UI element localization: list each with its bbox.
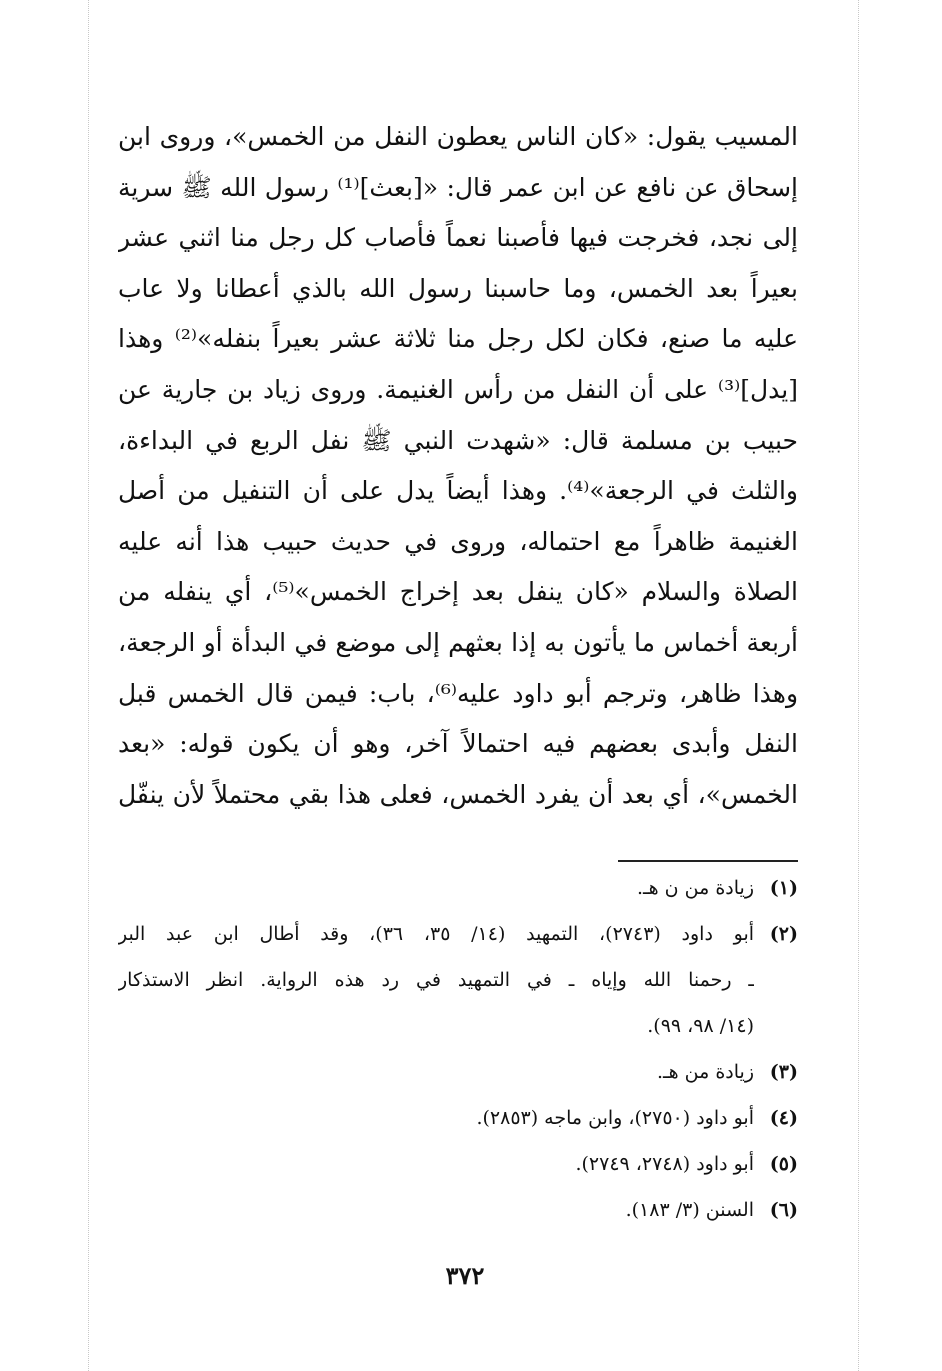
text-line: إسحاق عن نافع عن ابن عمر قال: «[بعث]⁽¹⁾ رسول الله ﷺ سرية	[118, 172, 798, 202]
scan-margin-line-left	[88, 0, 89, 1371]
footnote-separator-rule	[618, 860, 798, 862]
scan-margin-line-right	[858, 0, 859, 1371]
footnote-number: (٤)	[769, 1107, 798, 1129]
footnote-text	[118, 1144, 754, 1190]
footnote-line: أبو داود (٢٧٤٣)، التمهيد (١٤/ ٣٥، ٣٦)، وقد أطال ابن عبد البر	[118, 923, 754, 945]
text-line: النفل وأبدى بعضهم فيه احتمالاً آخر، وهو أن يكون قوله: «بعد	[118, 729, 798, 759]
footnote-number: (٢)	[769, 923, 798, 945]
footnote-number: (٦)	[769, 1199, 798, 1221]
footnote-item	[118, 1098, 798, 1144]
footnote-text	[118, 914, 754, 1052]
main-text-block	[118, 112, 798, 820]
footnote-number: (٣)	[769, 1061, 798, 1083]
text-line: وهذا ظاهر، وترجم أبو داود عليه⁽⁶⁾، باب: فيمن قال الخمس قبل	[118, 678, 798, 708]
footnote-item	[118, 1144, 798, 1190]
text-line: بعيراً بعد الخمس، وما حاسبنا رسول الله بالذي أعطانا ولا عاب	[118, 273, 798, 303]
footnotes-section	[118, 868, 798, 1236]
text-line: عليه ما صنع، فكان لكل رجل منا ثلاثة عشر بعيراً بنفله»⁽²⁾ وهذا	[118, 324, 798, 354]
page-number: ٣٧٢	[445, 1261, 485, 1290]
text-line: المسيب يقول: «كان الناس يعطون النفل من الخمس»، وروى ابن	[118, 122, 798, 151]
footnote-text	[118, 1190, 754, 1236]
footnote-text	[118, 868, 754, 914]
footnote-line: ـ رحمنا الله وإياه ـ في التمهيد في رد هذه الرواية. انظر الاستذكار	[118, 969, 754, 991]
text-line: الصلاة والسلام «كان ينفل بعد إخراج الخمس»⁽⁵⁾، أي ينفله من	[118, 577, 798, 607]
footnote-item	[118, 868, 798, 914]
footnote-number: (١)	[769, 877, 798, 899]
text-line: [يدل]⁽³⁾ على أن النفل من رأس الغنيمة. وروى زياد بن جارية عن	[118, 374, 798, 404]
footnote-line: (١٤/ ٩٨، ٩٩).	[647, 1015, 754, 1037]
footnote-number: (٥)	[769, 1153, 798, 1175]
text-line: إلى نجد، فخرجت فيها فأصبنا نعماً فأصاب كل رجل منا اثني عشر	[118, 223, 798, 253]
footnote-line: أبو داود (٢٧٤٨، ٢٧٤٩).	[575, 1153, 754, 1175]
text-line: الخمس»، أي بعد أن يفرد الخمس، فعلى هذا بقي محتملاً لأن ينفّل	[118, 779, 798, 809]
footnote-item	[118, 1052, 798, 1098]
footnote-line: أبو داود (٢٧٥٠)، وابن ماجه (٢٨٥٣).	[476, 1107, 754, 1129]
footnote-item	[118, 914, 798, 1052]
footnote-line: زيادة من ن هـ.	[636, 877, 754, 899]
footnote-item	[118, 1190, 798, 1236]
text-line: والثلث في الرجعة»⁽⁴⁾. وهذا أيضاً يدل على أن التنفيل من أصل	[118, 476, 798, 506]
text-line: أربعة أخماس ما يأتون به إذا بعثهم إلى موضع في البدأة أو الرجعة،	[118, 627, 798, 657]
footnote-text	[118, 1098, 754, 1144]
text-line: الغنيمة ظاهراً مع احتماله، وروى في حديث حبيب هذا أنه عليه	[118, 526, 798, 556]
text-line: حبيب بن مسلمة قال: «شهدت النبي ﷺ نفل الربع في البداءة،	[118, 425, 798, 455]
footnote-line: زيادة من هـ.	[656, 1061, 754, 1083]
footnote-text	[118, 1052, 754, 1098]
footnote-line: السنن (٣/ ١٨٣).	[625, 1199, 754, 1221]
